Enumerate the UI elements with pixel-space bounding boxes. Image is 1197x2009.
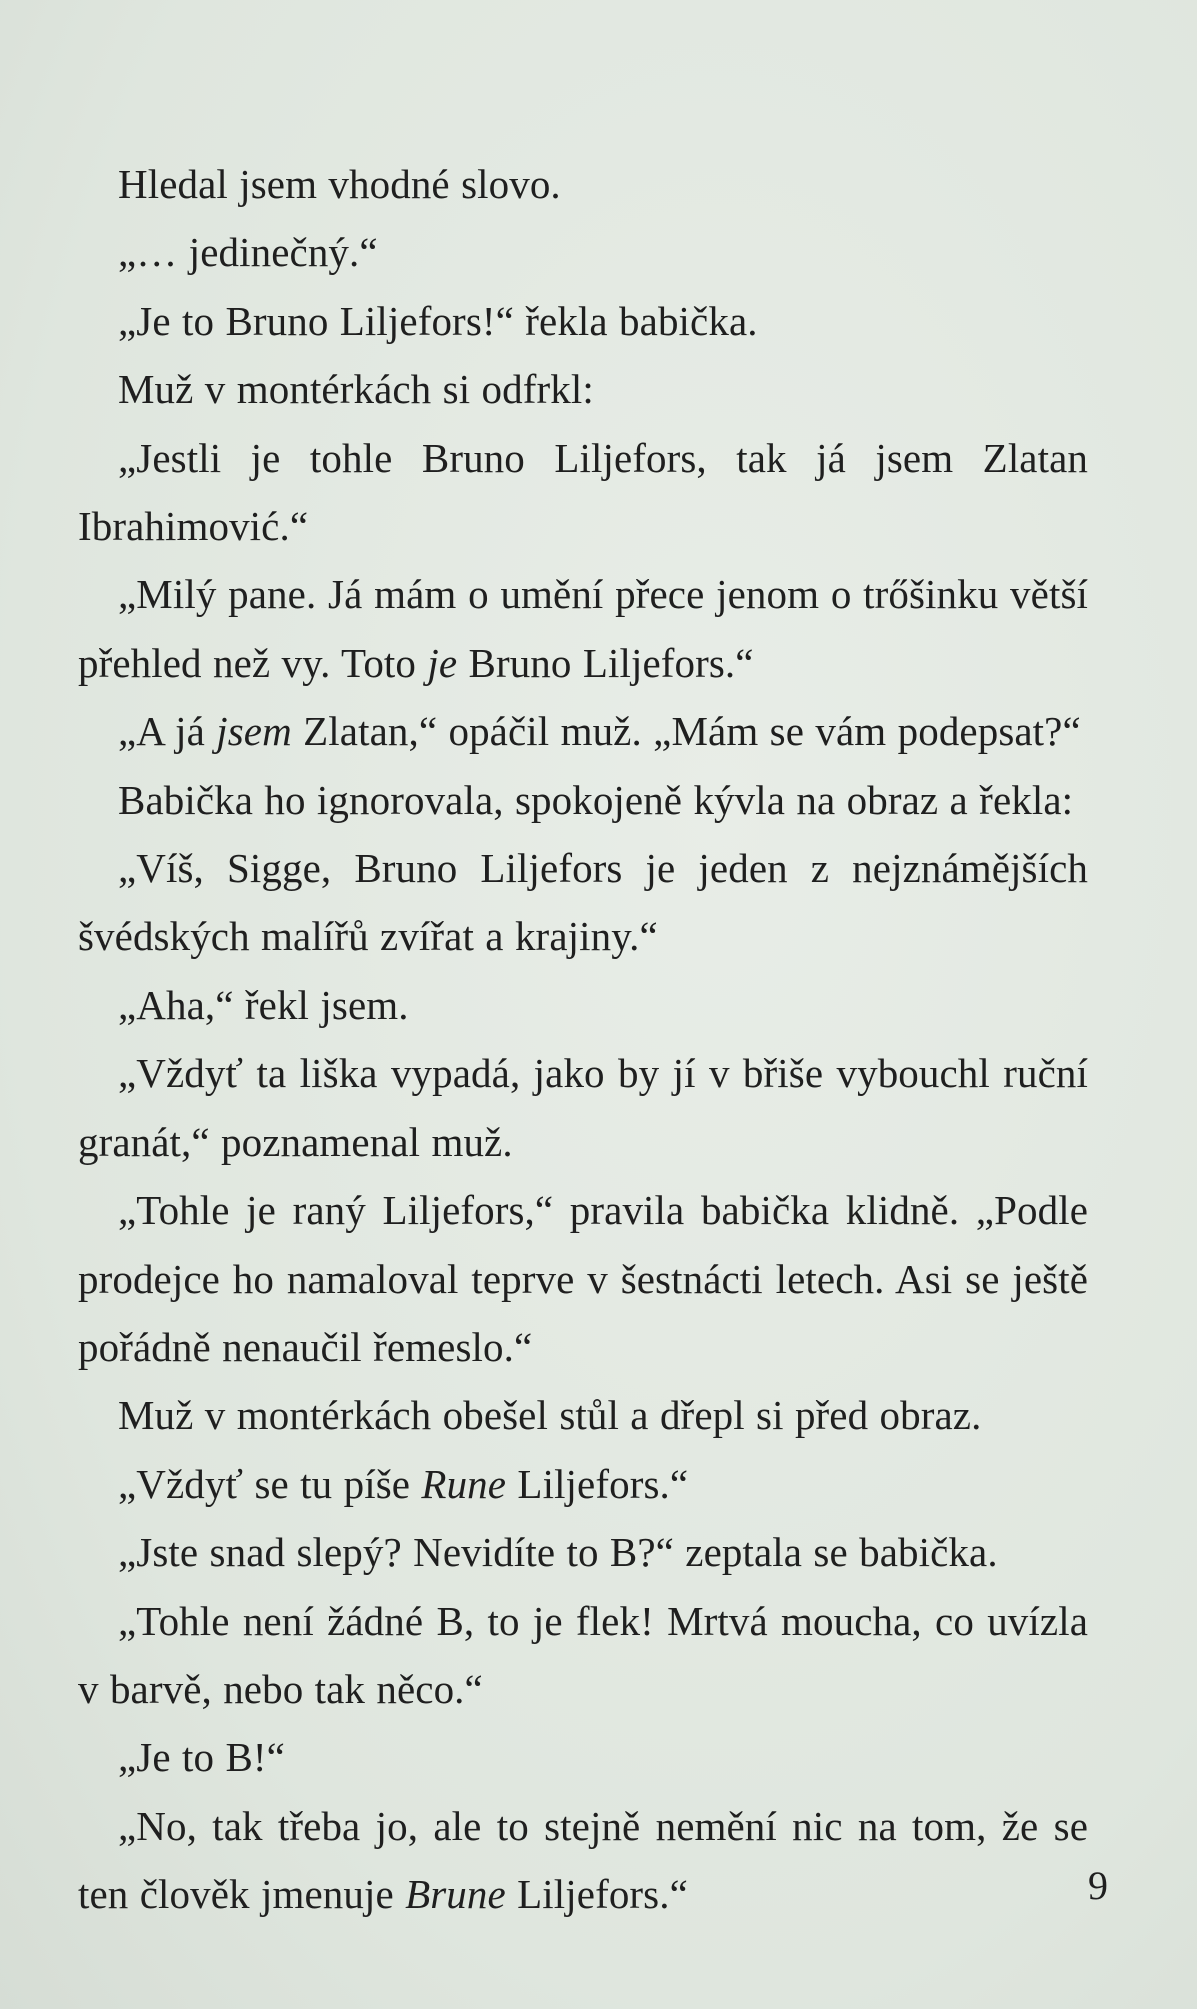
page-number: 9 — [1088, 1863, 1108, 1908]
text-run: Muž v montérkách obešel stůl a dřepl si před obraz. — [118, 1392, 982, 1439]
paragraph — [78, 218, 1088, 286]
paragraph — [78, 1518, 1088, 1586]
paragraph — [78, 1381, 1088, 1449]
paragraph — [78, 560, 1088, 697]
text-run: „A já — [118, 708, 217, 755]
text-run: Liljefors.“ — [506, 1460, 689, 1507]
text-run: „Tohle je raný Liljefors,“ pravila babička klidně. „Podle prodejce ho namaloval teprve v šestnácti letech. Asi se ještě pořádně nenaučil řemeslo.“ — [78, 1187, 1088, 1370]
paragraph — [78, 1039, 1088, 1176]
italic-text: jsem — [216, 708, 292, 755]
paragraph — [78, 287, 1088, 355]
paragraph — [78, 697, 1088, 765]
italic-text: Rune — [421, 1460, 507, 1507]
text-run: „Jestli je tohle Bruno Liljefors, tak já jsem Zlatan Ibrahimović.“ — [78, 434, 1088, 550]
paragraph — [78, 355, 1088, 423]
paragraph — [78, 1792, 1088, 1929]
paragraph — [78, 1587, 1088, 1724]
text-run: „Aha,“ řekl jsem. — [118, 981, 409, 1028]
italic-text: je — [427, 639, 458, 686]
text-run: „Je to Bruno Liljefors!“ řekla babička. — [118, 297, 758, 344]
paragraph — [78, 1176, 1088, 1381]
text-run: „Jste snad slepý? Nevidíte to B?“ zeptala se babička. — [118, 1529, 998, 1576]
paragraph — [78, 1723, 1088, 1791]
italic-text: Brune — [405, 1871, 506, 1918]
paragraph — [78, 766, 1088, 834]
text-run: Muž v montérkách si odfrkl: — [118, 366, 594, 413]
text-run: „Tohle není žádné B, to je flek! Mrtvá moucha, co uvízla v barvě, nebo tak něco.“ — [78, 1597, 1088, 1712]
paragraph — [78, 150, 1088, 218]
text-run: Liljefors.“ — [505, 1871, 688, 1918]
text-run: „Je to B!“ — [118, 1734, 285, 1781]
text-run: „Vždyť ta liška vypadá, jako by jí v břiše vybouchl ruční granát,“ poznamenal muž. — [78, 1050, 1088, 1165]
text-run: Bruno Liljefors.“ — [457, 639, 754, 686]
text-run: „Víš, Sigge, Bruno Liljefors je jeden z nejznámějších švédských malířů zvířat a krajiny.“ — [78, 845, 1088, 960]
text-run: Hledal jsem vhodné slovo. — [118, 161, 561, 207]
text-run: Zlatan,“ opáčil muž. „Mám se vám podepsat?“ — [291, 708, 1081, 755]
paragraph — [78, 1450, 1088, 1518]
paragraph — [78, 424, 1088, 561]
book-page-text — [78, 150, 1088, 1929]
text-run: „No, tak třeba jo, ale to stejně nemění nic na tom, že se ten člověk jmenuje — [78, 1802, 1088, 1918]
text-run: „… jedinečný.“ — [118, 229, 378, 276]
text-run: „Vždyť se tu píše — [118, 1460, 422, 1507]
text-run: Babička ho ignorovala, spokojeně kývla na obraz a řekla: — [118, 776, 1074, 823]
paragraph — [78, 834, 1088, 971]
text-run: „Milý pane. Já mám o umění přece jenom o trőšinku větší přehled než vy. Toto — [78, 571, 1088, 686]
paragraph — [78, 971, 1088, 1039]
